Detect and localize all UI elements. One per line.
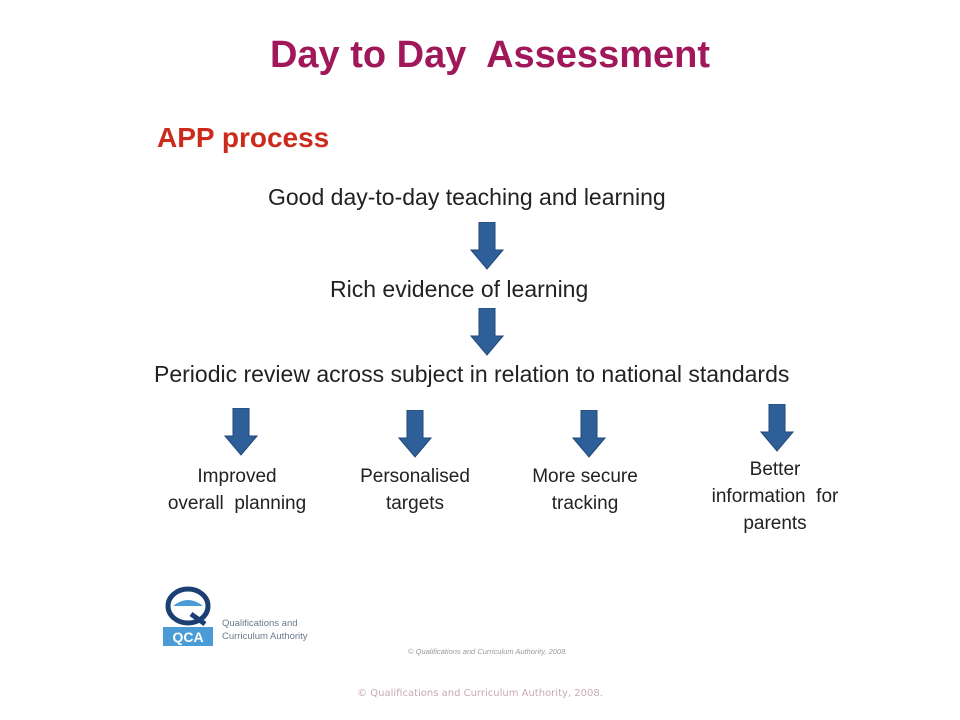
down-arrow-icon — [760, 404, 794, 452]
outcome-planning — [152, 463, 322, 517]
footer-copyright: © Qualifications and Curriculum Authority, 2008. — [357, 688, 603, 699]
qca-logo-name — [222, 617, 308, 643]
outcome-line: tracking — [551, 493, 619, 514]
outcome-line: targets — [385, 493, 445, 514]
qca-logo-icon — [163, 586, 213, 646]
outcome-line: Personalised — [360, 466, 470, 487]
down-arrow-icon — [398, 410, 432, 458]
step-periodic-review: Periodic review across subject in relation to national standards — [154, 361, 790, 387]
down-arrow-icon — [470, 308, 504, 356]
slide-title: Day to Day Assessment — [269, 34, 710, 76]
down-arrow-icon — [470, 222, 504, 270]
outcome-line: More secure — [532, 466, 638, 487]
qca-logo-text: QCA — [172, 629, 204, 645]
step-teaching-learning: Good day-to-day teaching and learning — [268, 184, 666, 210]
outcome-line: overall planning — [167, 493, 307, 514]
down-arrow-icon — [572, 410, 606, 458]
step-rich-evidence: Rich evidence of learning — [330, 276, 589, 302]
diagram-subtitle: APP process — [157, 122, 330, 153]
outcome-tracking — [500, 463, 670, 517]
inline-copyright: © Qualifications and Curriculum Authority, 2008. — [408, 647, 568, 656]
outcome-line: information for — [711, 486, 839, 507]
logo-name-line: Curriculum Authority — [222, 631, 308, 642]
outcome-line: parents — [743, 513, 807, 534]
outcome-targets — [330, 463, 500, 517]
logo-name-line: Qualifications and — [222, 618, 298, 629]
outcome-line: Better — [749, 459, 801, 480]
down-arrow-icon — [224, 408, 258, 456]
outcome-line: Improved — [197, 466, 277, 487]
outcome-parents — [690, 456, 860, 537]
